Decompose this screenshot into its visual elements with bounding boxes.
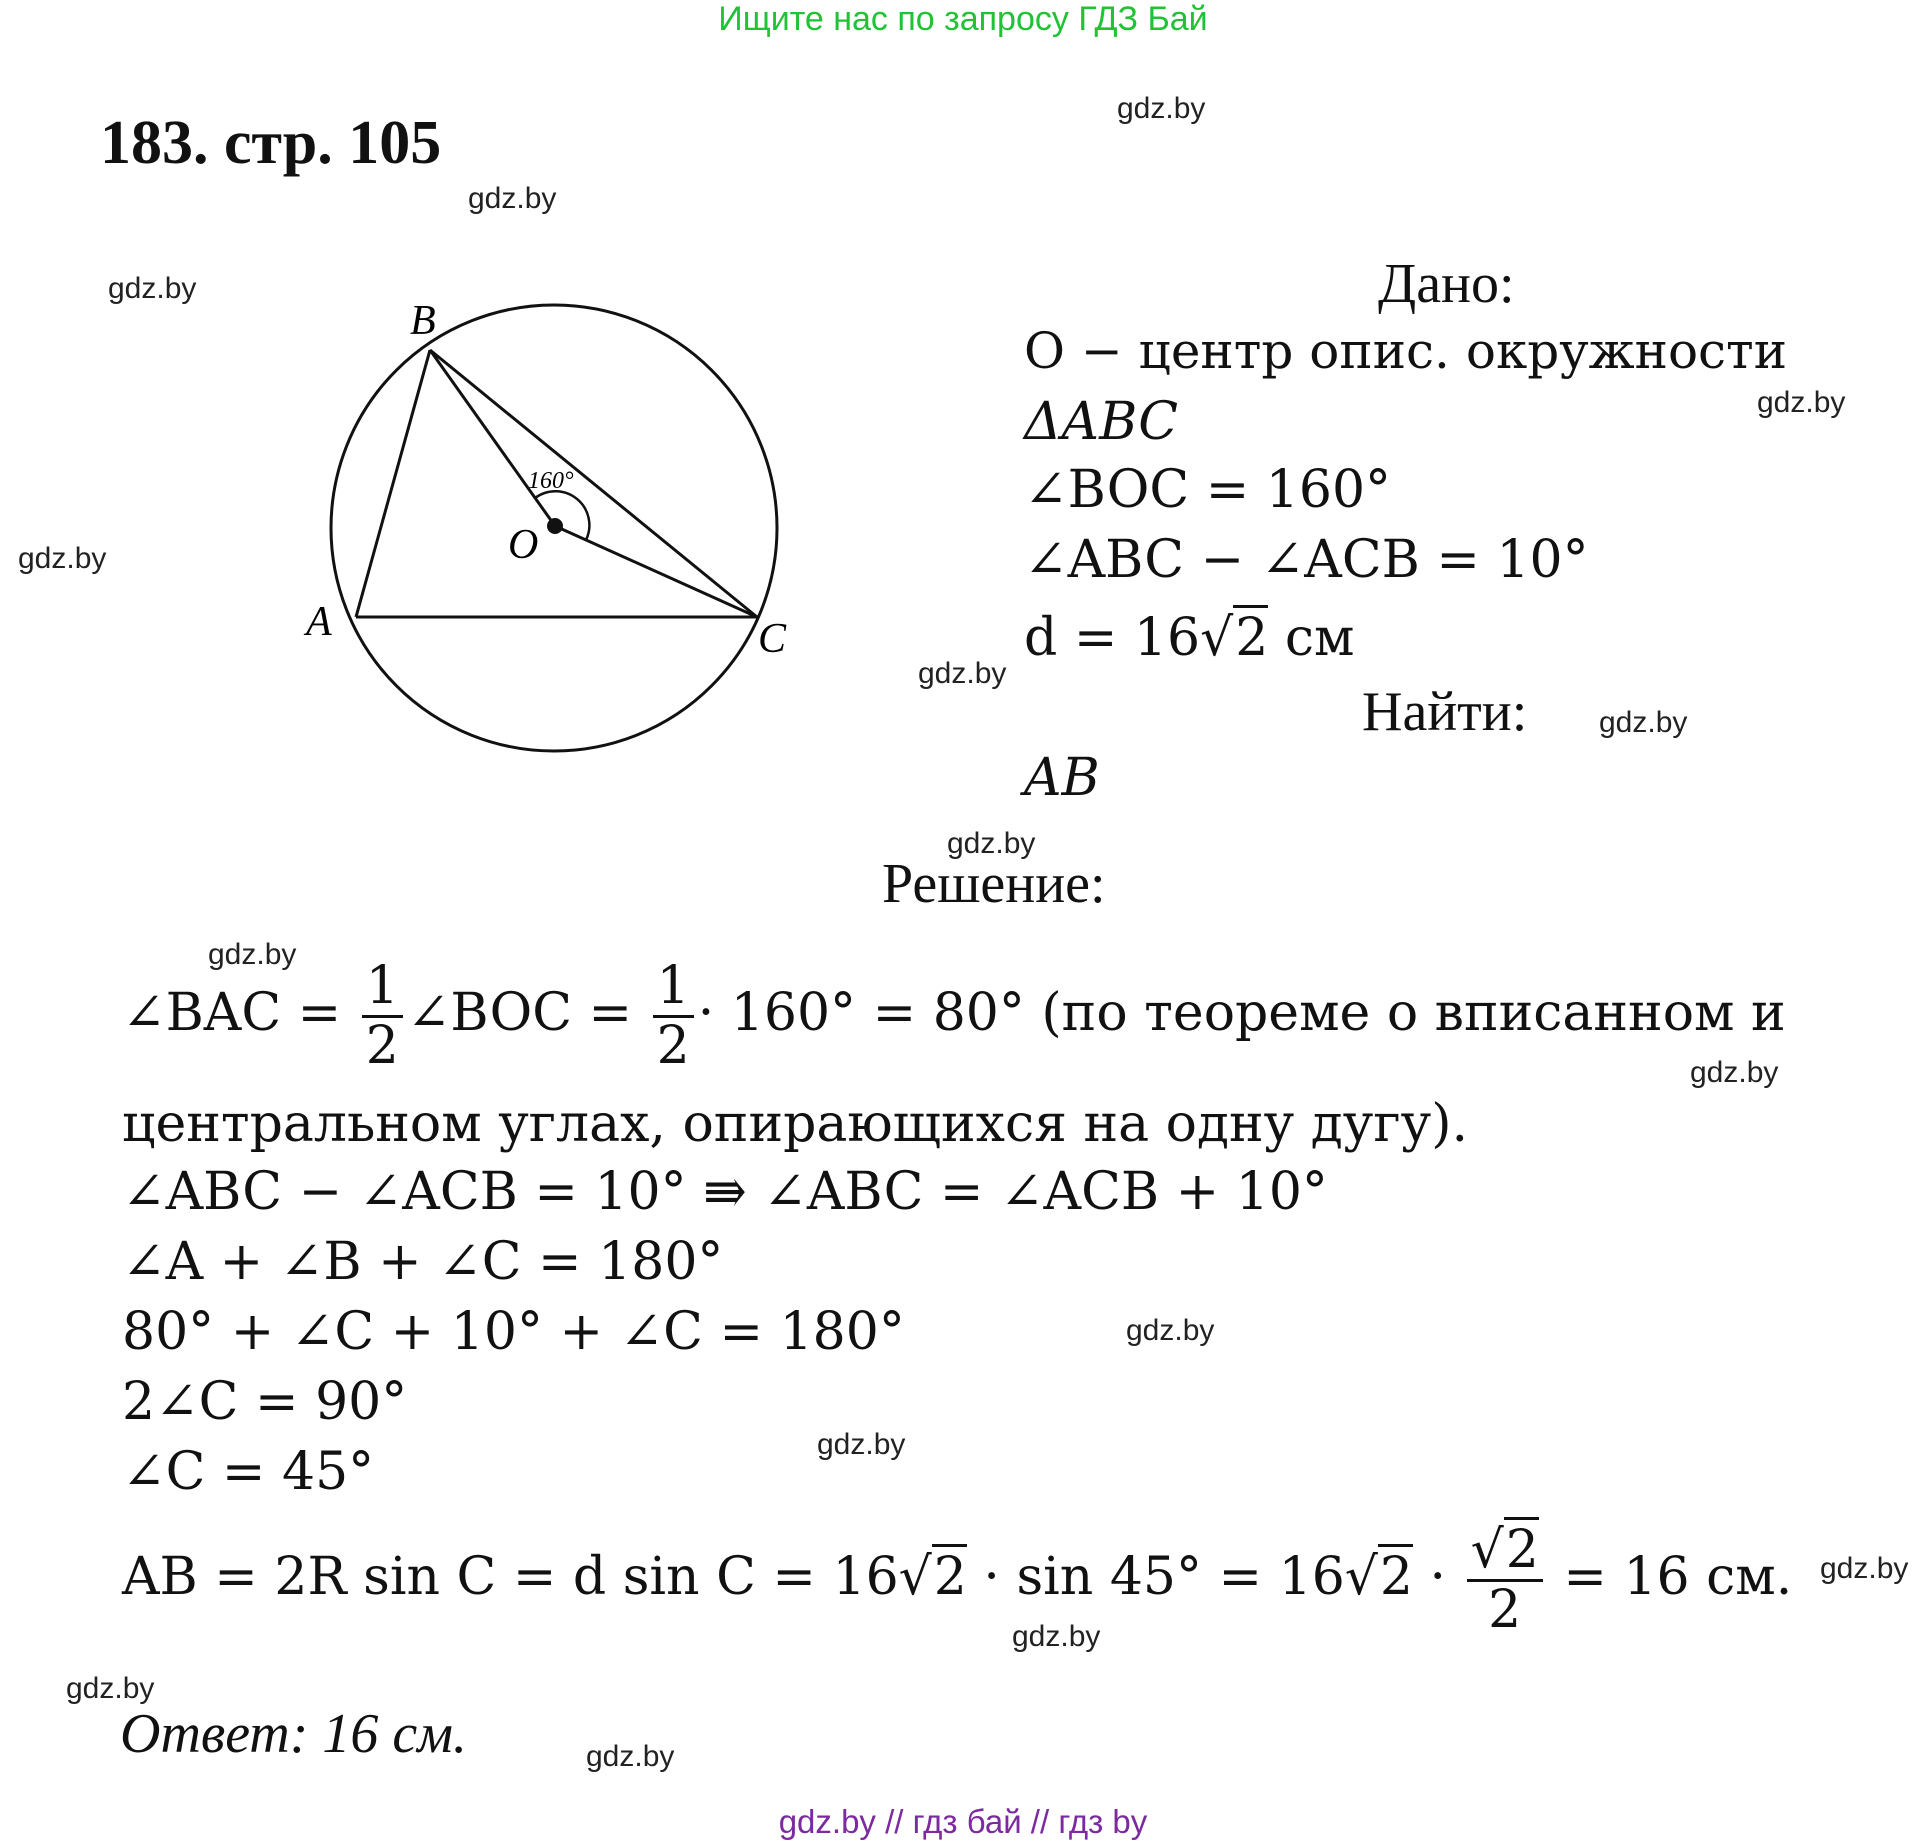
fraction-one-half xyxy=(362,958,403,1075)
solution-line: 80° + ∠C + 10° + ∠C = 180° xyxy=(122,1302,905,1362)
solution-line-1-part-b: ∠BOC = xyxy=(406,983,649,1044)
watermark: gdz.by xyxy=(947,827,1036,860)
find-heading: Найти: xyxy=(1362,681,1528,743)
watermark: gdz.by xyxy=(1117,92,1206,125)
find-value: AB xyxy=(1024,748,1100,808)
fraction-sqrt2-over-2 xyxy=(1467,1522,1543,1639)
watermark: gdz.by xyxy=(1690,1056,1779,1089)
center-label-o: O xyxy=(508,522,539,568)
solution-line-1-part-a: ∠BAC = xyxy=(122,983,358,1044)
given-line-diameter: d = 16√2 см xyxy=(1024,608,1354,668)
side-ab xyxy=(356,350,430,617)
final-part-d: = 16 см. xyxy=(1546,1547,1793,1608)
center-point xyxy=(547,518,563,534)
final-radicand: 2 xyxy=(1378,1544,1413,1607)
final-radicand: 2 xyxy=(932,1544,967,1607)
diameter-lhs: d = 16 xyxy=(1024,608,1201,668)
fraction-denominator: 2 xyxy=(362,1015,403,1075)
fraction-numerator: 1 xyxy=(656,956,690,1016)
fraction-denominator: 2 xyxy=(653,1015,694,1075)
problem-title: 183. стр. 105 xyxy=(100,109,442,177)
final-part-a: AB = 2R sin C = d sin C = 16 xyxy=(122,1547,899,1608)
geometry-figure xyxy=(290,290,810,770)
solution-heading: Решение: xyxy=(882,853,1106,915)
solution-line: 2∠C = 90° xyxy=(122,1372,408,1432)
angle-label: 160° xyxy=(528,468,574,494)
watermark: gdz.by xyxy=(586,1740,675,1773)
fraction-one-half xyxy=(653,958,694,1075)
given-heading: Дано: xyxy=(1378,253,1515,315)
watermark: gdz.by xyxy=(1126,1314,1215,1347)
vertex-label-b: B xyxy=(410,298,436,344)
solution-line: ∠A + ∠B + ∠C = 180° xyxy=(122,1232,724,1292)
watermark: gdz.by xyxy=(66,1672,155,1705)
fraction-numerator: √2 xyxy=(1467,1522,1543,1579)
solution-line: ∠C = 45° xyxy=(122,1442,375,1502)
angle-arc xyxy=(535,491,589,540)
given-line: O − центр опис. окружности xyxy=(1024,322,1788,380)
fraction-denominator: 2 xyxy=(1467,1579,1543,1639)
diameter-radicand: 2 xyxy=(1233,605,1268,668)
watermark: gdz.by xyxy=(108,272,197,305)
fraction-numerator: 1 xyxy=(365,956,399,1016)
footer-links[interactable]: gdz.by // гдз бай // гдз by xyxy=(778,1803,1148,1840)
fraction-numerator-radicand: 2 xyxy=(1504,1517,1539,1580)
given-line: ΔABC xyxy=(1024,392,1179,452)
solution-line-1 xyxy=(122,958,1786,1075)
solution-line-2: центральном углах, опирающихся на одну дугу). xyxy=(122,1094,1469,1154)
vertex-label-c: C xyxy=(758,616,787,662)
promo-banner[interactable]: Ищите нас по запросу ГДЗ Бай xyxy=(718,0,1208,38)
watermark: gdz.by xyxy=(18,542,107,575)
solution-line-1-part-c: · 160° = 80° (по теореме о вписанном и xyxy=(697,983,1786,1044)
final-part-b: · sin 45° = 16 xyxy=(966,1547,1345,1608)
vertex-label-a: A xyxy=(306,599,332,645)
watermark: gdz.by xyxy=(1820,1552,1909,1585)
given-line: ∠ABC − ∠ACB = 10° xyxy=(1024,530,1589,590)
diameter-unit: см xyxy=(1268,608,1355,668)
solution-final-line: AB = 2R sin C = d sin C = 16√2 · sin 45° = 16√2 · $\frac{√2}{2}$ = 16 см. xyxy=(122,1522,1792,1639)
watermark: gdz.by xyxy=(1599,706,1688,739)
watermark: gdz.by xyxy=(468,182,557,215)
watermark: gdz.by xyxy=(1757,386,1846,419)
watermark: gdz.by xyxy=(918,657,1007,690)
watermark: gdz.by xyxy=(1012,1620,1101,1653)
given-line: ∠BOC = 160° xyxy=(1024,460,1392,520)
solution-line: ∠ABC − ∠ACB = 10° ⇛ ∠ABC = ∠ACB + 10° xyxy=(122,1162,1328,1222)
watermark: gdz.by xyxy=(208,938,297,971)
watermark: gdz.by xyxy=(817,1428,906,1461)
final-part-c: · xyxy=(1413,1547,1463,1608)
side-bc xyxy=(430,350,757,617)
answer: Ответ: 16 см. xyxy=(120,1703,467,1765)
